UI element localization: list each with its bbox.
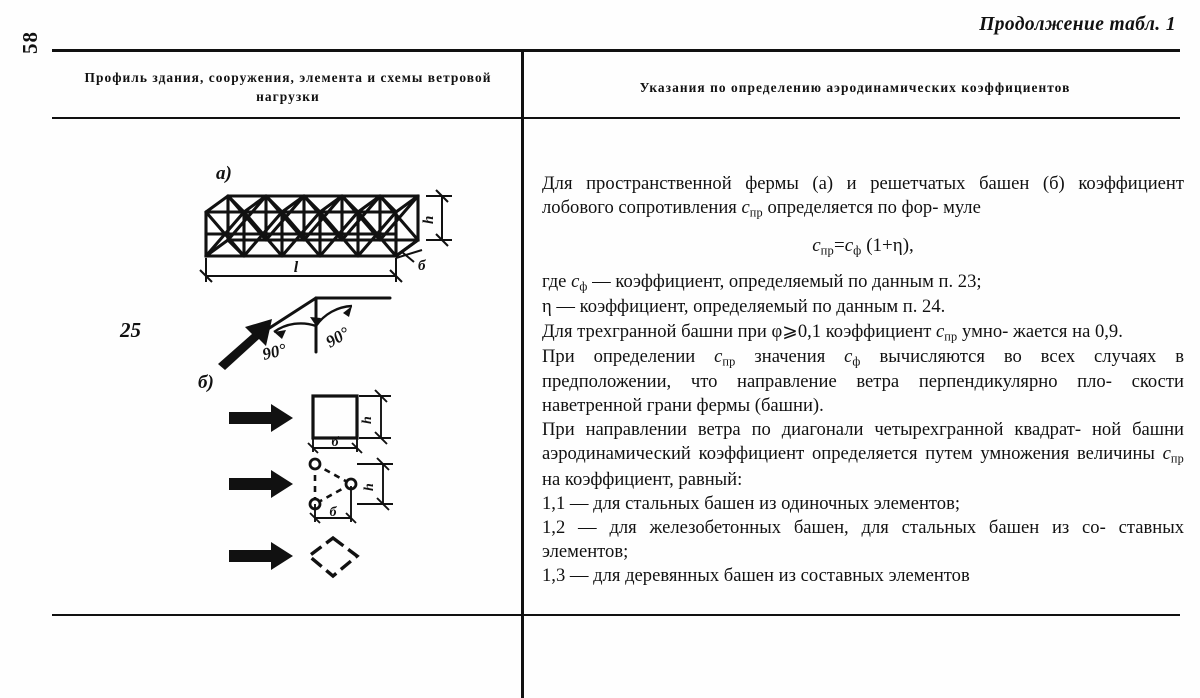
table-continuation-label: Продолжение табл. 1 bbox=[979, 14, 1176, 35]
p5-line3: скости наветренной грани фермы (башни). bbox=[542, 371, 1184, 417]
symbol-cf-2-sub: ф bbox=[852, 354, 861, 369]
symbol-cpr-2-sub: пр bbox=[944, 328, 958, 343]
p4-post: умно- bbox=[957, 320, 1009, 342]
p5-pre: При определении bbox=[542, 345, 715, 367]
truss-length-label: l bbox=[293, 259, 299, 276]
p2-post: — коэффициент, определяемый по данным п. 23; bbox=[587, 271, 982, 293]
square-height-label: h bbox=[360, 416, 375, 424]
p1-line2a: коэффициент лобового сопротивления bbox=[542, 173, 1184, 219]
wind-arrow-icon bbox=[229, 470, 293, 498]
p6-line3-pre: умножения величины bbox=[980, 443, 1163, 465]
wind-arrow-icon bbox=[229, 404, 293, 432]
p5-post: вычисляются во всех случаях bbox=[860, 345, 1157, 367]
triangular-section-figure bbox=[225, 456, 415, 526]
guidance-paragraph-5 bbox=[542, 345, 1184, 418]
p1-line2b: определяется по фор- bbox=[762, 197, 939, 219]
square-width-label: б bbox=[331, 435, 339, 450]
p2-pre: где bbox=[542, 271, 572, 293]
symbol-cf: c bbox=[571, 271, 580, 293]
p4-pre: Для трехгранной башни при φ⩾0,1 коэффициент bbox=[542, 320, 937, 342]
p6-line1: При направлении ветра по диагонали четырехгранной квадрат- bbox=[542, 419, 1082, 441]
triangle-width-label: б bbox=[329, 505, 337, 520]
truss-height-label: h bbox=[421, 215, 437, 224]
guidance-paragraph-2 bbox=[542, 270, 1184, 295]
table-bottom-rule bbox=[52, 614, 1180, 616]
formula-cpr bbox=[542, 234, 1184, 259]
table-header-separator-rule bbox=[52, 117, 1180, 119]
diamond-section-figure bbox=[225, 532, 415, 588]
symbol-cpr-4: c bbox=[1162, 443, 1171, 465]
table-row-number: 25 bbox=[120, 318, 141, 342]
symbol-cpr-4-sub: пр bbox=[1170, 451, 1185, 466]
symbol-cpr-sub: пр bbox=[749, 205, 763, 220]
p6-line3-post: на коэффициент, равный: bbox=[542, 468, 743, 490]
symbol-cpr-2: c bbox=[936, 320, 945, 342]
angle-right-label: 90° bbox=[322, 323, 353, 352]
item2-line1: 1,2 — для железобетонных башен, для стальных башен из со- bbox=[542, 516, 1106, 538]
triangle-height-label: h bbox=[362, 483, 377, 491]
column-header-guidance: Указания по определению аэродинамических коэффициентов bbox=[639, 80, 1071, 95]
guidance-paragraph-6 bbox=[542, 418, 1184, 491]
symbol-cpr: c bbox=[741, 197, 750, 219]
guidance-paragraph-4 bbox=[542, 320, 1184, 345]
page-number: 58 bbox=[18, 31, 42, 54]
symbol-cpr-3-sub: пр bbox=[722, 354, 736, 369]
formula-equals: = bbox=[834, 235, 845, 257]
guidance-list-item-3: 1,3 — для деревянных башен из составных элементов bbox=[542, 565, 970, 586]
formula-lhs-sub: пр bbox=[820, 243, 834, 258]
p4-line2: жается на 0,9. bbox=[1012, 320, 1123, 342]
table-column-divider-rule bbox=[521, 51, 524, 698]
space-truss-isometric-figure bbox=[190, 178, 470, 288]
guidance-paragraph-3: η — коэффициент, определяемый по данным п. 24. bbox=[542, 296, 946, 318]
guidance-list-item-2 bbox=[542, 516, 1184, 564]
table-top-rule bbox=[52, 49, 1180, 52]
item2-line2: ставных элементов; bbox=[542, 516, 1184, 562]
guidance-text-column bbox=[542, 172, 1184, 588]
wind-arrow-icon bbox=[229, 542, 293, 570]
formula-tail: (1+η), bbox=[861, 235, 914, 257]
p1-line1: Для пространственной фермы (а) и решетчатых башен (б) bbox=[542, 173, 1065, 194]
symbol-cpr-3: c bbox=[714, 345, 723, 367]
figure-label-a: а) bbox=[216, 163, 232, 184]
p1-line3: муле bbox=[943, 197, 981, 219]
formula-rhs-symbol: c bbox=[844, 235, 854, 257]
column-header-profile: Профиль здания, сооружения, элемента и схемы ветровой нагрузки bbox=[84, 70, 492, 105]
square-section-figure bbox=[225, 388, 415, 454]
wind-direction-angles-figure bbox=[212, 286, 412, 374]
truss-depth-label: б bbox=[418, 258, 426, 274]
symbol-cf-sub: ф bbox=[579, 279, 588, 294]
figure-label-b: б) bbox=[198, 372, 214, 393]
formula-rhs-sub: ф bbox=[853, 243, 862, 258]
guidance-paragraph-1 bbox=[542, 172, 1184, 221]
p5-mid: значения bbox=[735, 345, 845, 367]
formula-lhs-symbol: c bbox=[812, 235, 821, 257]
guidance-list-item-1: 1,1 — для стальных башен из одиночных элементов; bbox=[542, 492, 961, 514]
symbol-cf-2: c bbox=[844, 345, 853, 367]
p5-line2: в предположении, что направление ветра перпендикулярно пло- bbox=[542, 345, 1184, 393]
angle-left-label: 90° bbox=[260, 339, 289, 364]
p6-line2: ной башни аэродинамический коэффициент определяется путем bbox=[542, 419, 1184, 465]
